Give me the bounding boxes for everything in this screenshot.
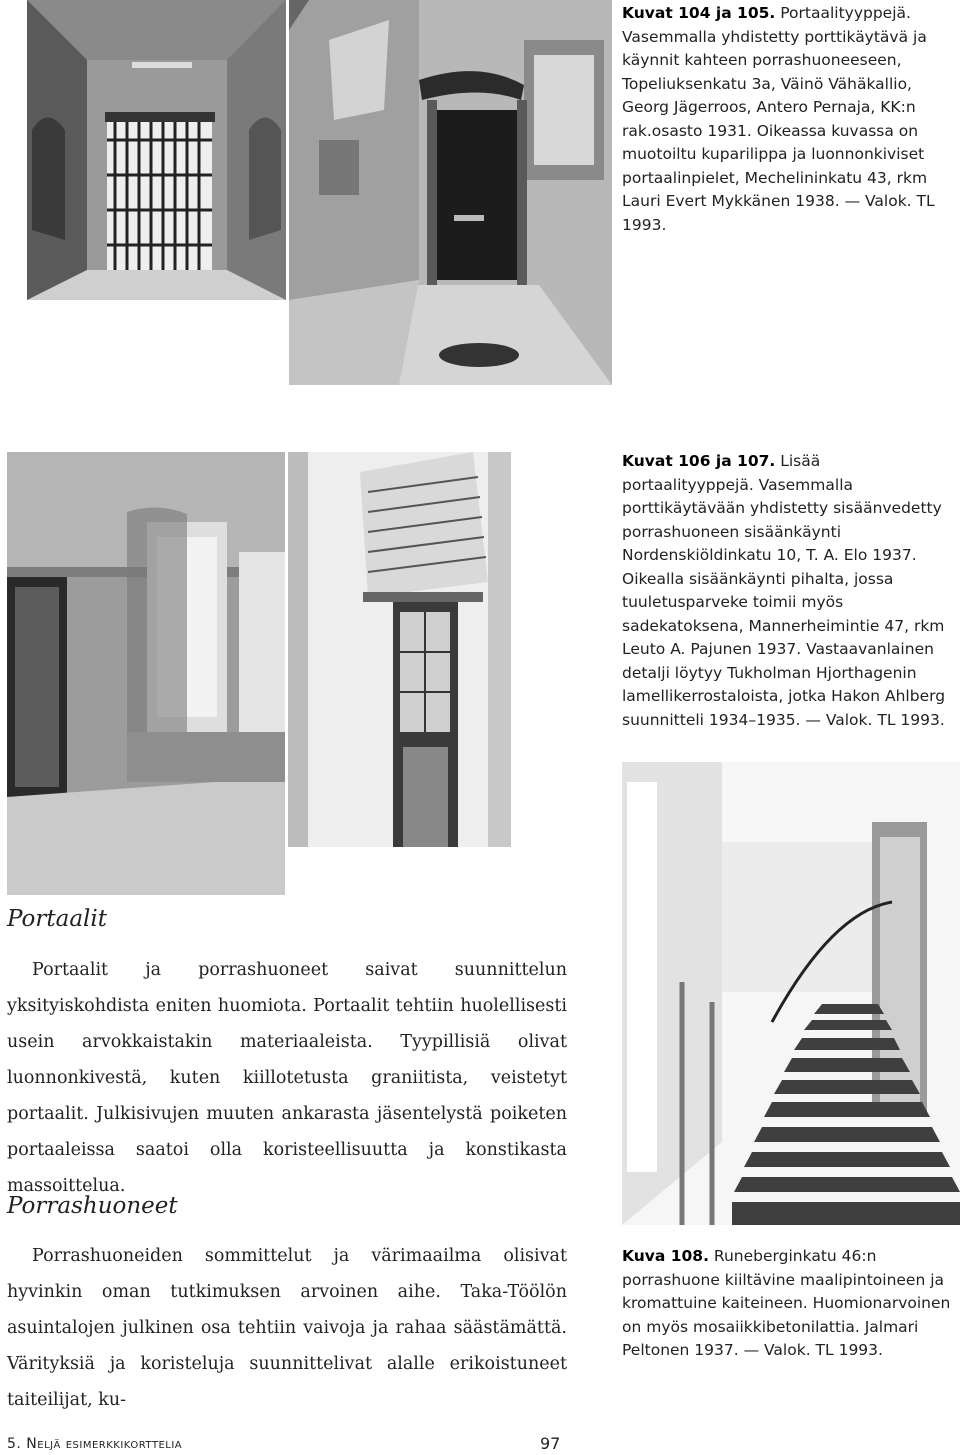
caption-108 xyxy=(622,1245,952,1363)
caption-label: Kuvat 106 ja 107. xyxy=(622,452,776,470)
caption-text: Runeberginkatu 46:n porrashuone kiiltävine maalipintoineen ja kromattuine kaiteineen. Huomionarvoinen on myös mosaiikkibetonilattia. Jalmari Peltonen 1937. — Valok. TL 1993. xyxy=(622,1247,951,1359)
caption-text: Lisää portaalityyppejä. Vasemmalla porttikäytävään yhdistetty sisäänvedetty porrashuoneen sisäänkäynti Nordenskiöldinkatu 10, T. A. Elo 1937. Oikealla sisäänkäynti pihalta, jossa tuuletusparveke toimii myös sadekatoksena, Mannerheimintie 47, rkm Leuto A. Pajunen 1937. Vastaavanlainen detalji löytyy Tukholman Hjorthagenin lamellikerrostaloista, jotka Hakon Ahlberg suunnitteli 1934–1935. — Valok. TL 1993. xyxy=(622,452,946,729)
photo-108-staircase xyxy=(622,762,960,1225)
caption-label: Kuvat 104 ja 105. xyxy=(622,4,776,22)
caption-label: Kuva 108. xyxy=(622,1247,709,1265)
footer-page-number: 97 xyxy=(540,1434,561,1453)
caption-text: Portaalityyppejä. Vasemmalla yhdistetty porttikäytävä ja käynnit kahteen porrashuoneeseen, Topeliuksenkatu 3a, Väinö Vähäkallio, Georg Jägerroos, Antero Pernaja, KK:n rak.osasto 1931. Oikeassa kuvassa on muotoiltu kuparilippa ja luonnonkiviset portaalinpielet, Mechelininkatu 43, rkm Lauri Evert Mykkänen 1938. — Valok. TL 1993. xyxy=(622,4,935,234)
section-heading-porrashuoneet: Porrashuoneet xyxy=(7,1193,178,1219)
caption-106-107 xyxy=(622,450,952,732)
section-text-porrashuoneet: Porrashuoneiden sommittelut ja värimaailma olisivat hyvinkin oman tutkimuksen arvoinen aihe. Taka-Töölön asuintalojen julkinen osa tehtiin vaivoja ja rahaa säästämättä. Värityksiä ja koristeluja suunnittelivat alalle erikoistuneet taiteilijat, ku- xyxy=(7,1246,567,1410)
section-heading-portaalit: Portaalit xyxy=(7,906,108,932)
footer-chapter: 5. Neljä esimerkkikorttelia xyxy=(7,1436,183,1452)
photo-107-balcony-canopy xyxy=(288,452,511,847)
photo-104-gateway xyxy=(27,0,286,300)
photo-105-canopy-entrance xyxy=(289,0,612,385)
section-text-portaalit: Portaalit ja porrashuoneet saivat suunnittelun yksityiskohdista eniten huomiota. Portaalit tehtiin huolellisesti usein arvokkaistakin materiaaleista. Tyypillisiä olivat luonnonkivestä, kuten kiillotetusta graniitista, veistetyt portaalit. Julkisivujen muuten ankarasta jäsentelystä poiketen portaaleissa saatoi olla koristeellisuutta ja konstikasta massoittelua. xyxy=(7,960,567,1196)
caption-104-105 xyxy=(622,2,952,237)
photo-106-recessed-entrance xyxy=(7,452,285,895)
